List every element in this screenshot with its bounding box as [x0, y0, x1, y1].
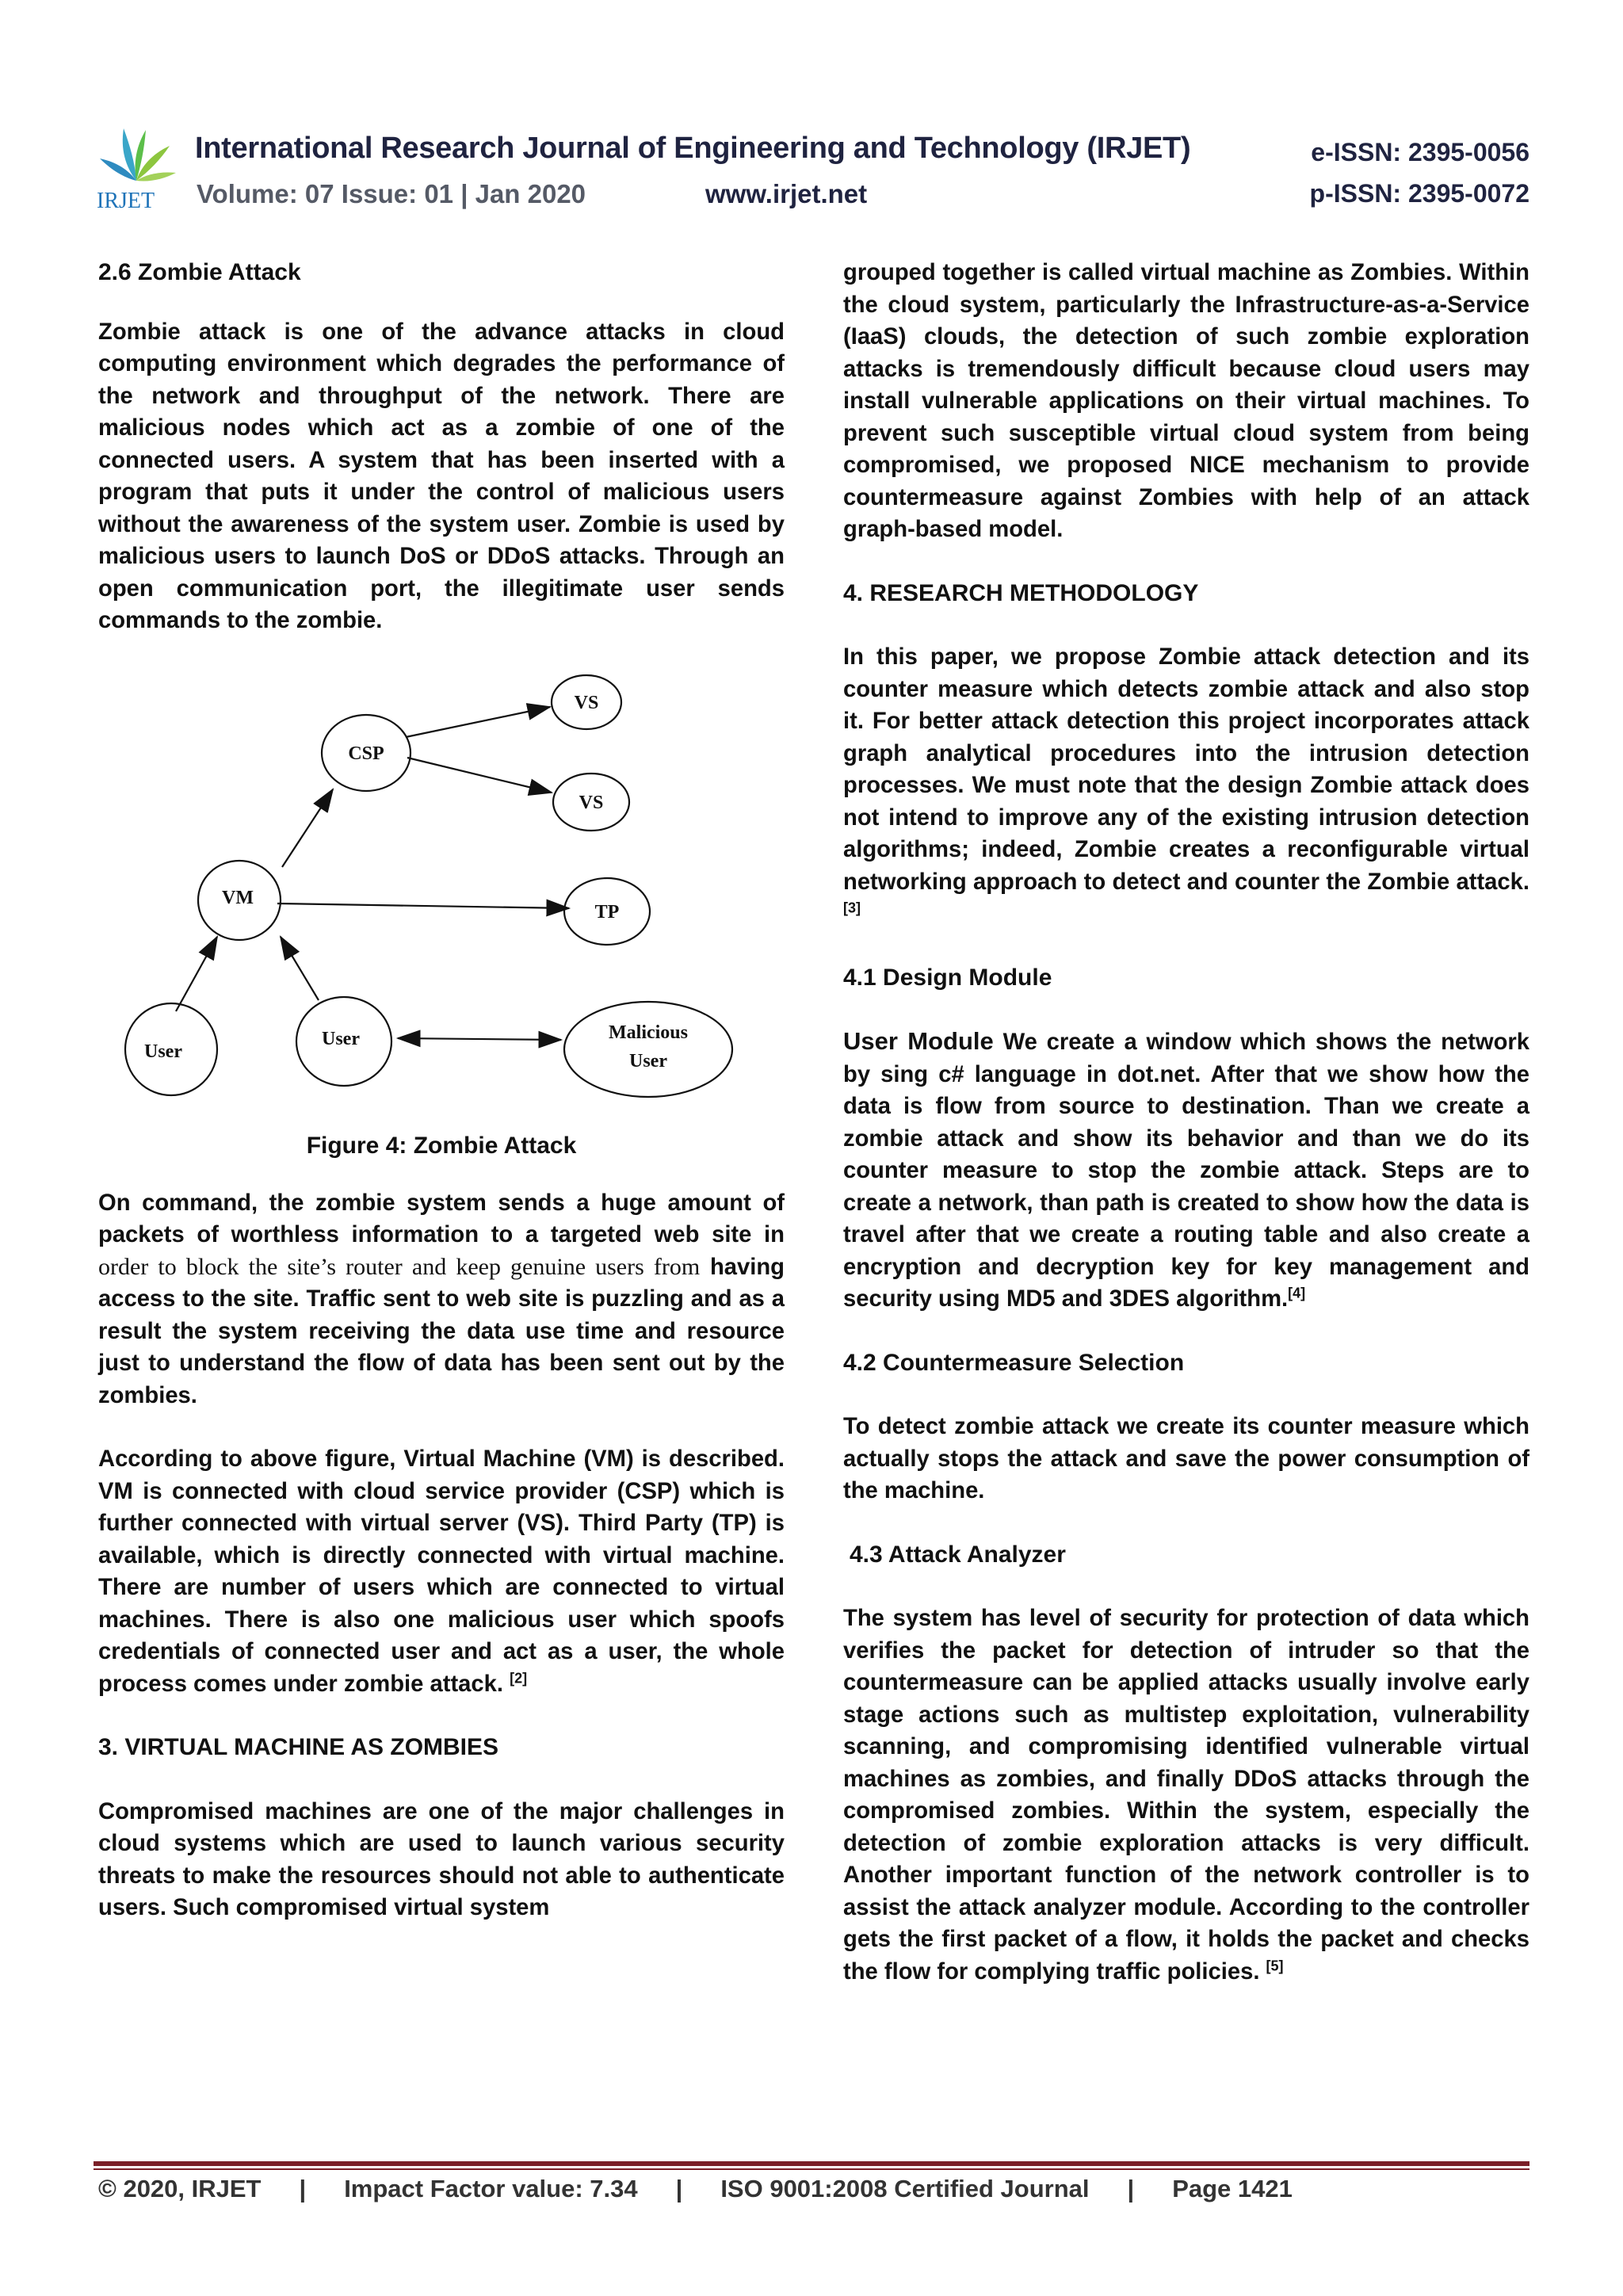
logo-text: IRJET — [97, 189, 155, 212]
journal-title: International Research Journal of Engineering and Technology (IRJET) — [195, 132, 1191, 165]
section-2-6-paragraph: Zombie attack is one of the advance attacks in cloud computing environment which degrades the performance of the network and throughput of the network. There are malicious nodes which act as a zombie of one of the connected users. A system that has been inserted with a program that puts it under the control of malicious users without the awareness of the system user. Zombie is used by malicious users to launch DoS or DDoS attacks. Through an open communication port, the illegitimate user sends commands to the zombie. — [98, 319, 785, 633]
section-4-3-heading: 4.3 Attack Analyzer — [850, 1541, 1066, 1568]
node-label-vs1: VS — [574, 692, 599, 713]
figure-caption-text: Zombie Attack — [407, 1132, 577, 1159]
figure-caption — [98, 1130, 785, 1163]
section-4-1-text: We create a window which shows the network by sing c# language in dot.net. After that we show how the data is flow from source to destination. Than we create a zombie attack and show its behavior and than we do its counter measure to stop the zombie attack. Steps are to create a network, than path is created to show how the data is travel after that we create a routing table and also create a encryption and decryption key for key management and security using MD5 and 3DES algorithm. — [843, 1030, 1530, 1312]
edge-csp-vs2 — [407, 758, 552, 793]
citation-3: [3] — [843, 900, 861, 916]
edge-user2-malicious — [398, 1038, 561, 1040]
edge-csp-vs1 — [406, 707, 550, 737]
section-4-heading: 4. RESEARCH METHODOLOGY — [843, 579, 1199, 606]
section-3-continued-paragraph: grouped together is called virtual machine as Zombies. Within the cloud system, particularly the Infrastructure-as-a-Service (IaaS) clouds, the detection of such zombie exploration attacks is tremendously difficult because cloud users may install vulnerable applications on their virtual machines. To prevent such susceptible virtual cloud system from being compromised, we proposed NICE mechanism to provide countermeasure against Zombies with help of an attack graph-based model. — [843, 260, 1529, 542]
node-label-vs2: VS — [579, 792, 604, 813]
e-issn: e-ISSN: 2395-0056 — [1311, 138, 1529, 166]
node-label-malicious-1: Malicious — [609, 1022, 688, 1043]
right-column — [843, 257, 1529, 1988]
section-4-2-heading: 4.2 Countermeasure Selection — [843, 1349, 1185, 1376]
edge-user1-vm — [176, 937, 217, 1011]
user-module-lead: User Module — [843, 1027, 994, 1055]
zombie-attack-diagram — [98, 669, 785, 1129]
figure-description-text: According to above figure, Virtual Machine (VM) is described. VM is connected with cloud service provider (CSP) which is further connected with virtual server (VS). Third Party (TP) is available, which is directly connected with virtual machine. There are number of users which are connected to virtual machines. There is also one malicious user which spoofs credentials of connected user and act as a user, the whole process comes under zombie attack. — [98, 1446, 785, 1697]
section-4-text: In this paper, we propose Zombie attack detection and its counter measure which detects zombie attack and also stop it. For better attack detection this project incorporates attack graph analytical procedures into the intrusion detection processes. We must note that the design Zombie attack does not intend to improve any of the existing intrusion detection algorithms; indeed, Zombie creates a reconfigurable virtual networking approach to detect and counter the Zombie attack. — [843, 644, 1529, 895]
section-3-heading: 3. VIRTUAL MACHINE AS ZOMBIES — [98, 1734, 499, 1760]
edge-vm-csp — [282, 789, 333, 867]
footer-rule-thin — [94, 2168, 1529, 2170]
page-footer — [98, 2175, 1293, 2203]
footer-rule — [94, 2161, 1529, 2166]
figure-caption-label: Figure 4: — [306, 1132, 407, 1159]
footer-copyright: © 2020, IRJET — [98, 2175, 262, 2202]
journal-website-link[interactable]: www.irjet.net — [705, 179, 868, 208]
paragraph-part-a: On command, the zombie system sends a huge amount of packets of worthless information to a targeted web site in — [98, 1190, 785, 1247]
figure-description-paragraph — [98, 1443, 785, 1700]
section-2-6-heading: 2.6 Zombie Attack — [98, 259, 301, 285]
section-4-paragraph — [843, 641, 1529, 930]
node-label-malicious-2: User — [629, 1050, 667, 1072]
node-label-tp: TP — [594, 901, 620, 923]
section-4-3-paragraph — [843, 1603, 1529, 1988]
zombie-command-paragraph — [98, 1187, 785, 1412]
footer-separator: | — [299, 2175, 307, 2202]
node-label-user1: User — [144, 1041, 182, 1062]
paragraph-part-c: having access to the site. Traffic sent to web site is puzzling and as a result the system receiving the data use time and resource just to understand the flow of data has been sent out by the zombies. — [98, 1254, 785, 1408]
section-4-1-heading: 4.1 Design Module — [843, 964, 1052, 991]
footer-iso: ISO 9001:2008 Certified Journal — [720, 2175, 1090, 2202]
node-label-vm: VM — [222, 887, 254, 908]
citation-2: [2] — [510, 1669, 528, 1686]
p-issn: p-ISSN: 2395-0072 — [1309, 179, 1529, 208]
section-4-2-paragraph: To detect zombie attack we create its counter measure which actually stops the attack and save the power consumption of the machine. — [843, 1414, 1529, 1503]
section-3-paragraph: Compromised machines are one of the major challenges in cloud systems which are used to launch various security threats to make the resources should not able to authenticate users. Such compromised virtual system — [98, 1798, 785, 1920]
section-4-1-paragraph — [843, 1026, 1529, 1316]
footer-separator: | — [675, 2175, 683, 2202]
section-4-3-text: The system has level of security for protection of data which verifies the packet for detection of intruder so that the countermeasure can be applied attacks usually involve early stage actions such as multistep exploitation, vulnerability scanning, and compromising identified vulnerable virtual machines as zombies, and finally DDoS attacks through the compromised zombies. Within the system, especially the detection of zombie exploration attacks is very difficult. Another important function of the network controller is to assist the attack analyzer module. According to the controller gets the first packet of a flow, it holds the packet and checks the flow for complying traffic policies. — [843, 1606, 1529, 1985]
edge-vm-tp — [277, 904, 569, 908]
paragraph-part-b: order to block the site’s router and keep genuine users from — [98, 1253, 701, 1280]
node-malicious-user — [564, 1002, 732, 1097]
node-label-user2: User — [322, 1028, 360, 1049]
citation-4: [4] — [1288, 1285, 1306, 1301]
node-label-csp: CSP — [348, 743, 384, 764]
volume-issue: Volume: 07 Issue: 01 | Jan 2020 — [197, 179, 586, 208]
footer-page-number: Page 1421 — [1172, 2175, 1293, 2202]
zombie-attack-figure — [98, 669, 785, 1160]
footer-impact-factor: Impact Factor value: 7.34 — [344, 2175, 638, 2202]
edge-user2-vm — [281, 937, 319, 1000]
journal-logo — [94, 119, 179, 212]
citation-5: [5] — [1266, 1957, 1284, 1973]
footer-separator: | — [1127, 2175, 1135, 2202]
left-column — [98, 257, 785, 1924]
